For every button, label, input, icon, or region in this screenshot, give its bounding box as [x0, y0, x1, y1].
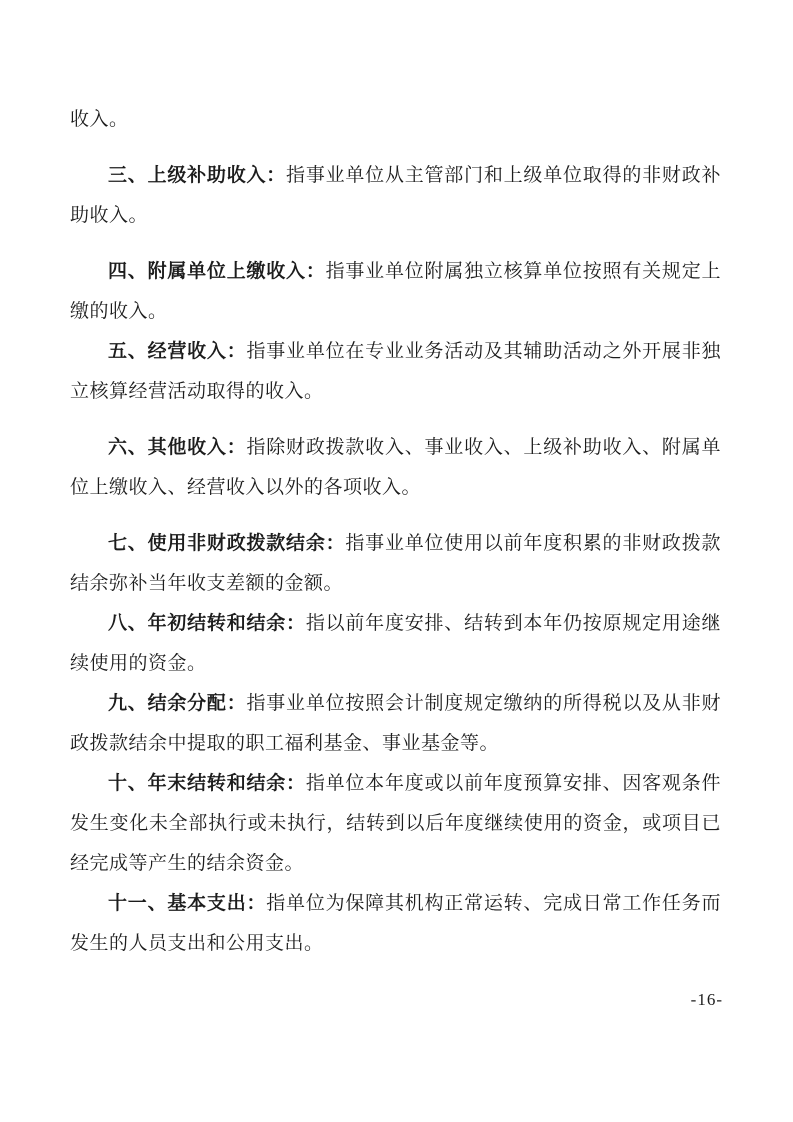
- paragraph-body: 指单位为保障其机构正常运转、完成日常工作任务而发生的人员支出和公用支出。: [70, 893, 721, 954]
- paragraph-lead: 九、结余分配：: [108, 693, 247, 714]
- paragraph-lead: 三、上级补助收入：: [108, 165, 287, 186]
- paragraph-body: 指事业单位按照会计制度规定缴纳的所得税以及从非财政拨款结余中提取的职工福利基金、事业基金等。: [70, 693, 721, 754]
- paragraph-item-9: [70, 684, 721, 764]
- paragraph-item-6: [70, 428, 721, 508]
- paragraph-item-8: [70, 604, 721, 684]
- paragraph-body: 指单位本年度或以前年度预算安排、因客观条件发生变化未全部执行或未执行，结转到以后年度继续使用的资金，或项目已经完成等产生的结余资金。: [70, 773, 721, 874]
- paragraph-lead: 十一、基本支出：: [108, 893, 267, 914]
- paragraph-lead: 五、经营收入：: [108, 341, 247, 362]
- paragraph-continuation: [70, 100, 721, 140]
- page-number: -16-: [690, 990, 723, 1009]
- paragraph-body: 指事业单位从主管部门和上级单位取得的非财政补助收入。: [70, 165, 721, 226]
- paragraph-item-7: [70, 524, 721, 604]
- paragraph-body: 指以前年度安排、结转到本年仍按原规定用途继续使用的资金。: [70, 613, 721, 674]
- paragraph-lead: 七、使用非财政拨款结余：: [108, 533, 346, 554]
- paragraph-body: 指事业单位在专业业务活动及其辅助活动之外开展非独立核算经营活动取得的收入。: [70, 341, 721, 402]
- paragraph-lead: 八、年初结转和结余：: [108, 613, 306, 634]
- paragraph-item-5: [70, 332, 721, 412]
- paragraph-lead: 十、年末结转和结余：: [108, 773, 306, 794]
- paragraph-body: 收入。: [70, 109, 129, 130]
- paragraph-item-11: [70, 884, 721, 964]
- paragraph-item-3: [70, 156, 721, 236]
- paragraph-lead: 四、附属单位上缴收入：: [108, 261, 326, 282]
- paragraph-body: 指事业单位使用以前年度积累的非财政拨款结余弥补当年收支差额的金额。: [70, 533, 721, 594]
- paragraph-item-10: [70, 764, 721, 884]
- paragraph-lead: 六、其他收入：: [108, 437, 247, 458]
- paragraph-item-4: [70, 252, 721, 332]
- paragraph-body: 指除财政拨款收入、事业收入、上级补助收入、附属单位上缴收入、经营收入以外的各项收入。: [70, 437, 721, 498]
- paragraph-body: 指事业单位附属独立核算单位按照有关规定上缴的收入。: [70, 261, 721, 322]
